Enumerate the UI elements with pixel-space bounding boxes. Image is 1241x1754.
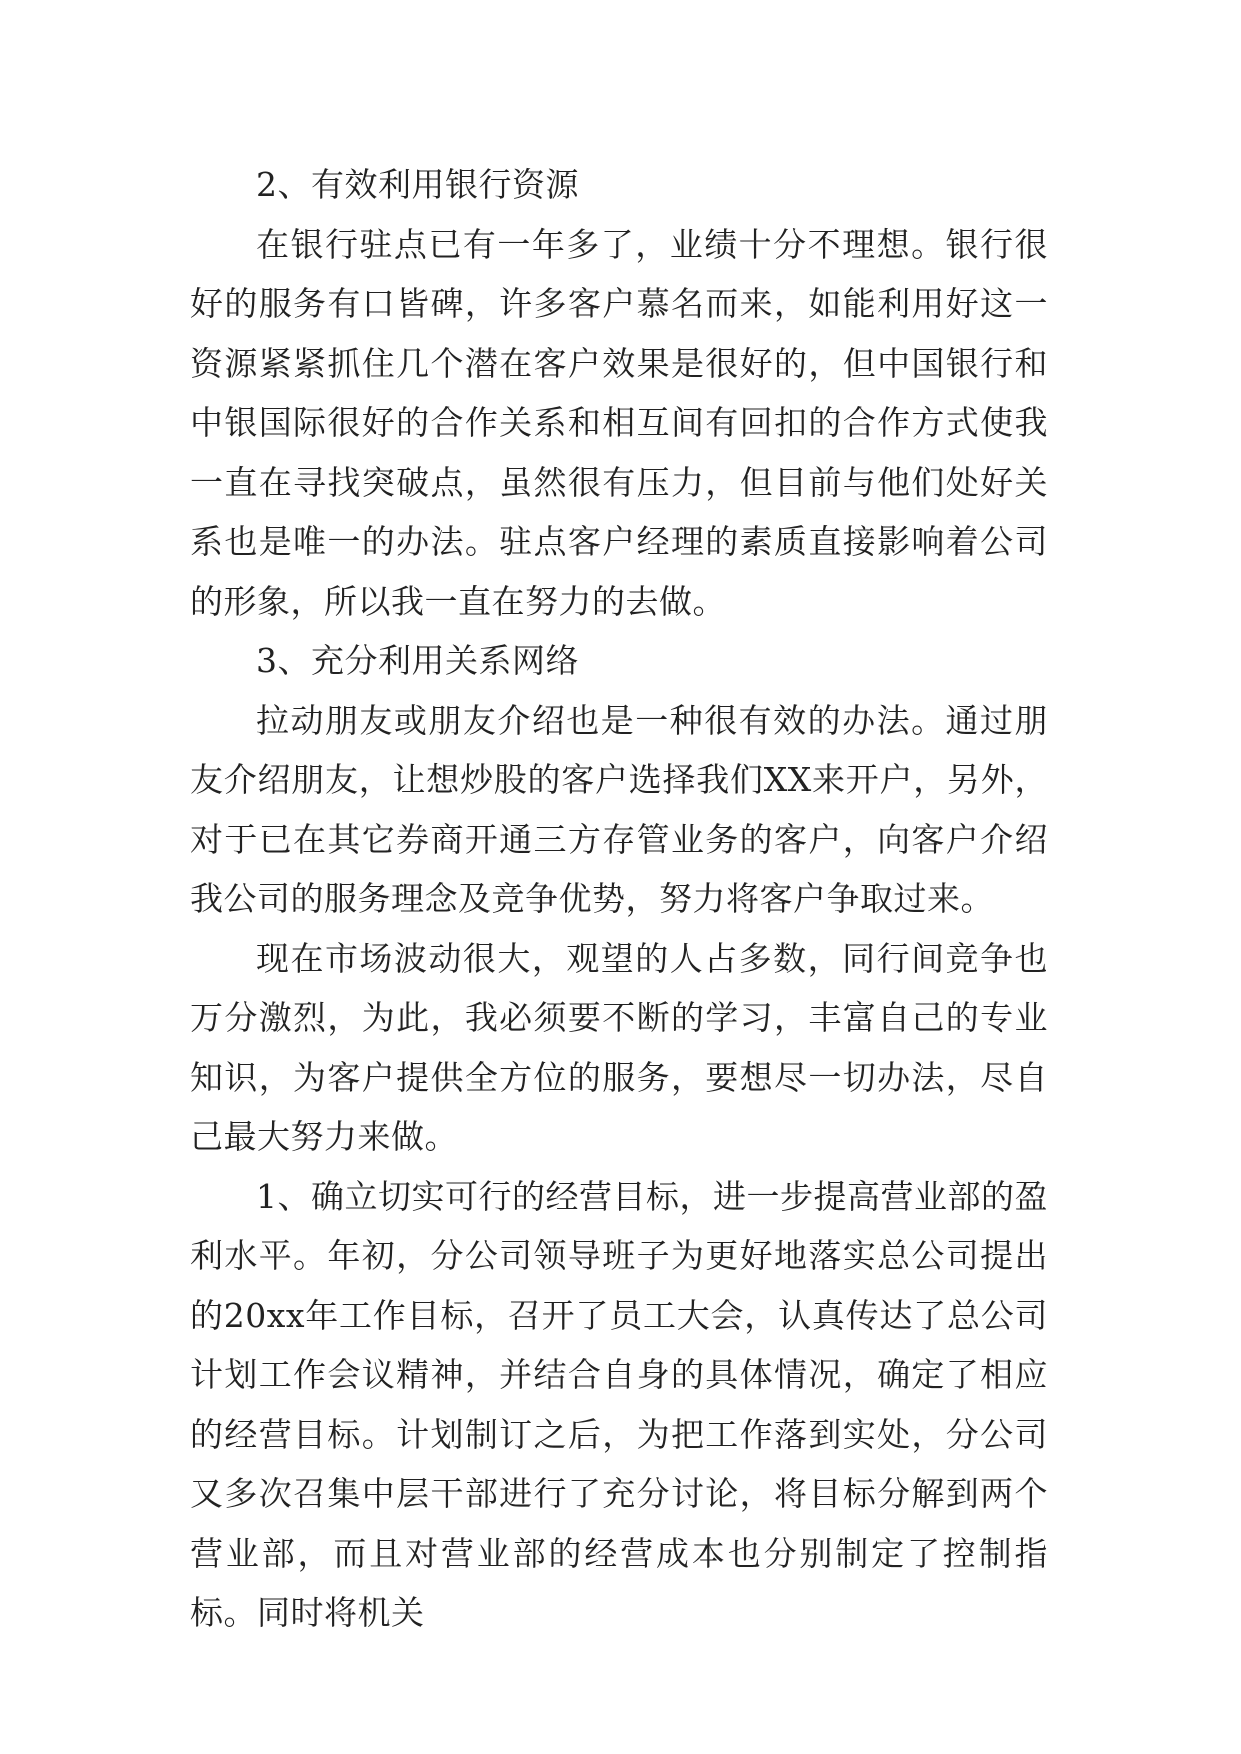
section-heading-relationship-network: 3、充分利用关系网络 [256, 641, 579, 680]
section-heading-bank-resources: 2、有效利用银行资源 [256, 165, 579, 204]
paragraph-bank-stationing: 在银行驻点已有一年多了，业绩十分不理想。银行很好的服务有口皆碑，许多客户慕名而来，如能利用好这一资源紧紧抓住几个潜在客户效果是很好的，但中国银行和中银国际很好的合作关系和相互间有回扣的合作方式使我一直在寻找突破点，虽然很有压力，但目前与他们处好关系也是唯一的办法。驻点客户经理的素质直接影响着公司的形象，所以我一直在努力的去做。 [190, 224, 1048, 621]
paragraph-market-competition: 现在市场波动很大，观望的人占多数，同行间竞争也万分激烈，为此，我必须要不断的学习，丰富自己的专业知识，为客户提供全方位的服务，要想尽一切办法，尽自己最大努力来做。 [190, 938, 1048, 1156]
document-body [190, 155, 1048, 1643]
paragraph-friend-referrals: 拉动朋友或朋友介绍也是一种很有效的办法。通过朋友介绍朋友，让想炒股的客户选择我们XX来开户，另外，对于已在其它券商开通三方存管业务的客户，向客户介绍我公司的服务理念及竞争优势，努力将客户争取过来。 [190, 700, 1048, 918]
paragraph-business-targets: 1、确立切实可行的经营目标，进一步提高营业部的盈利水平。年初，分公司领导班子为更好地落实总公司提出的20xx年工作目标，召开了员工大会，认真传达了总公司计划工作会议精神，并结合自身的具体情况，确定了相应的经营目标。计划制订之后，为把工作落到实处，分公司又多次召集中层干部进行了充分讨论，将目标分解到两个营业部，而且对营业部的经营成本也分别制定了控制指标。同时将机关 [190, 1176, 1048, 1632]
